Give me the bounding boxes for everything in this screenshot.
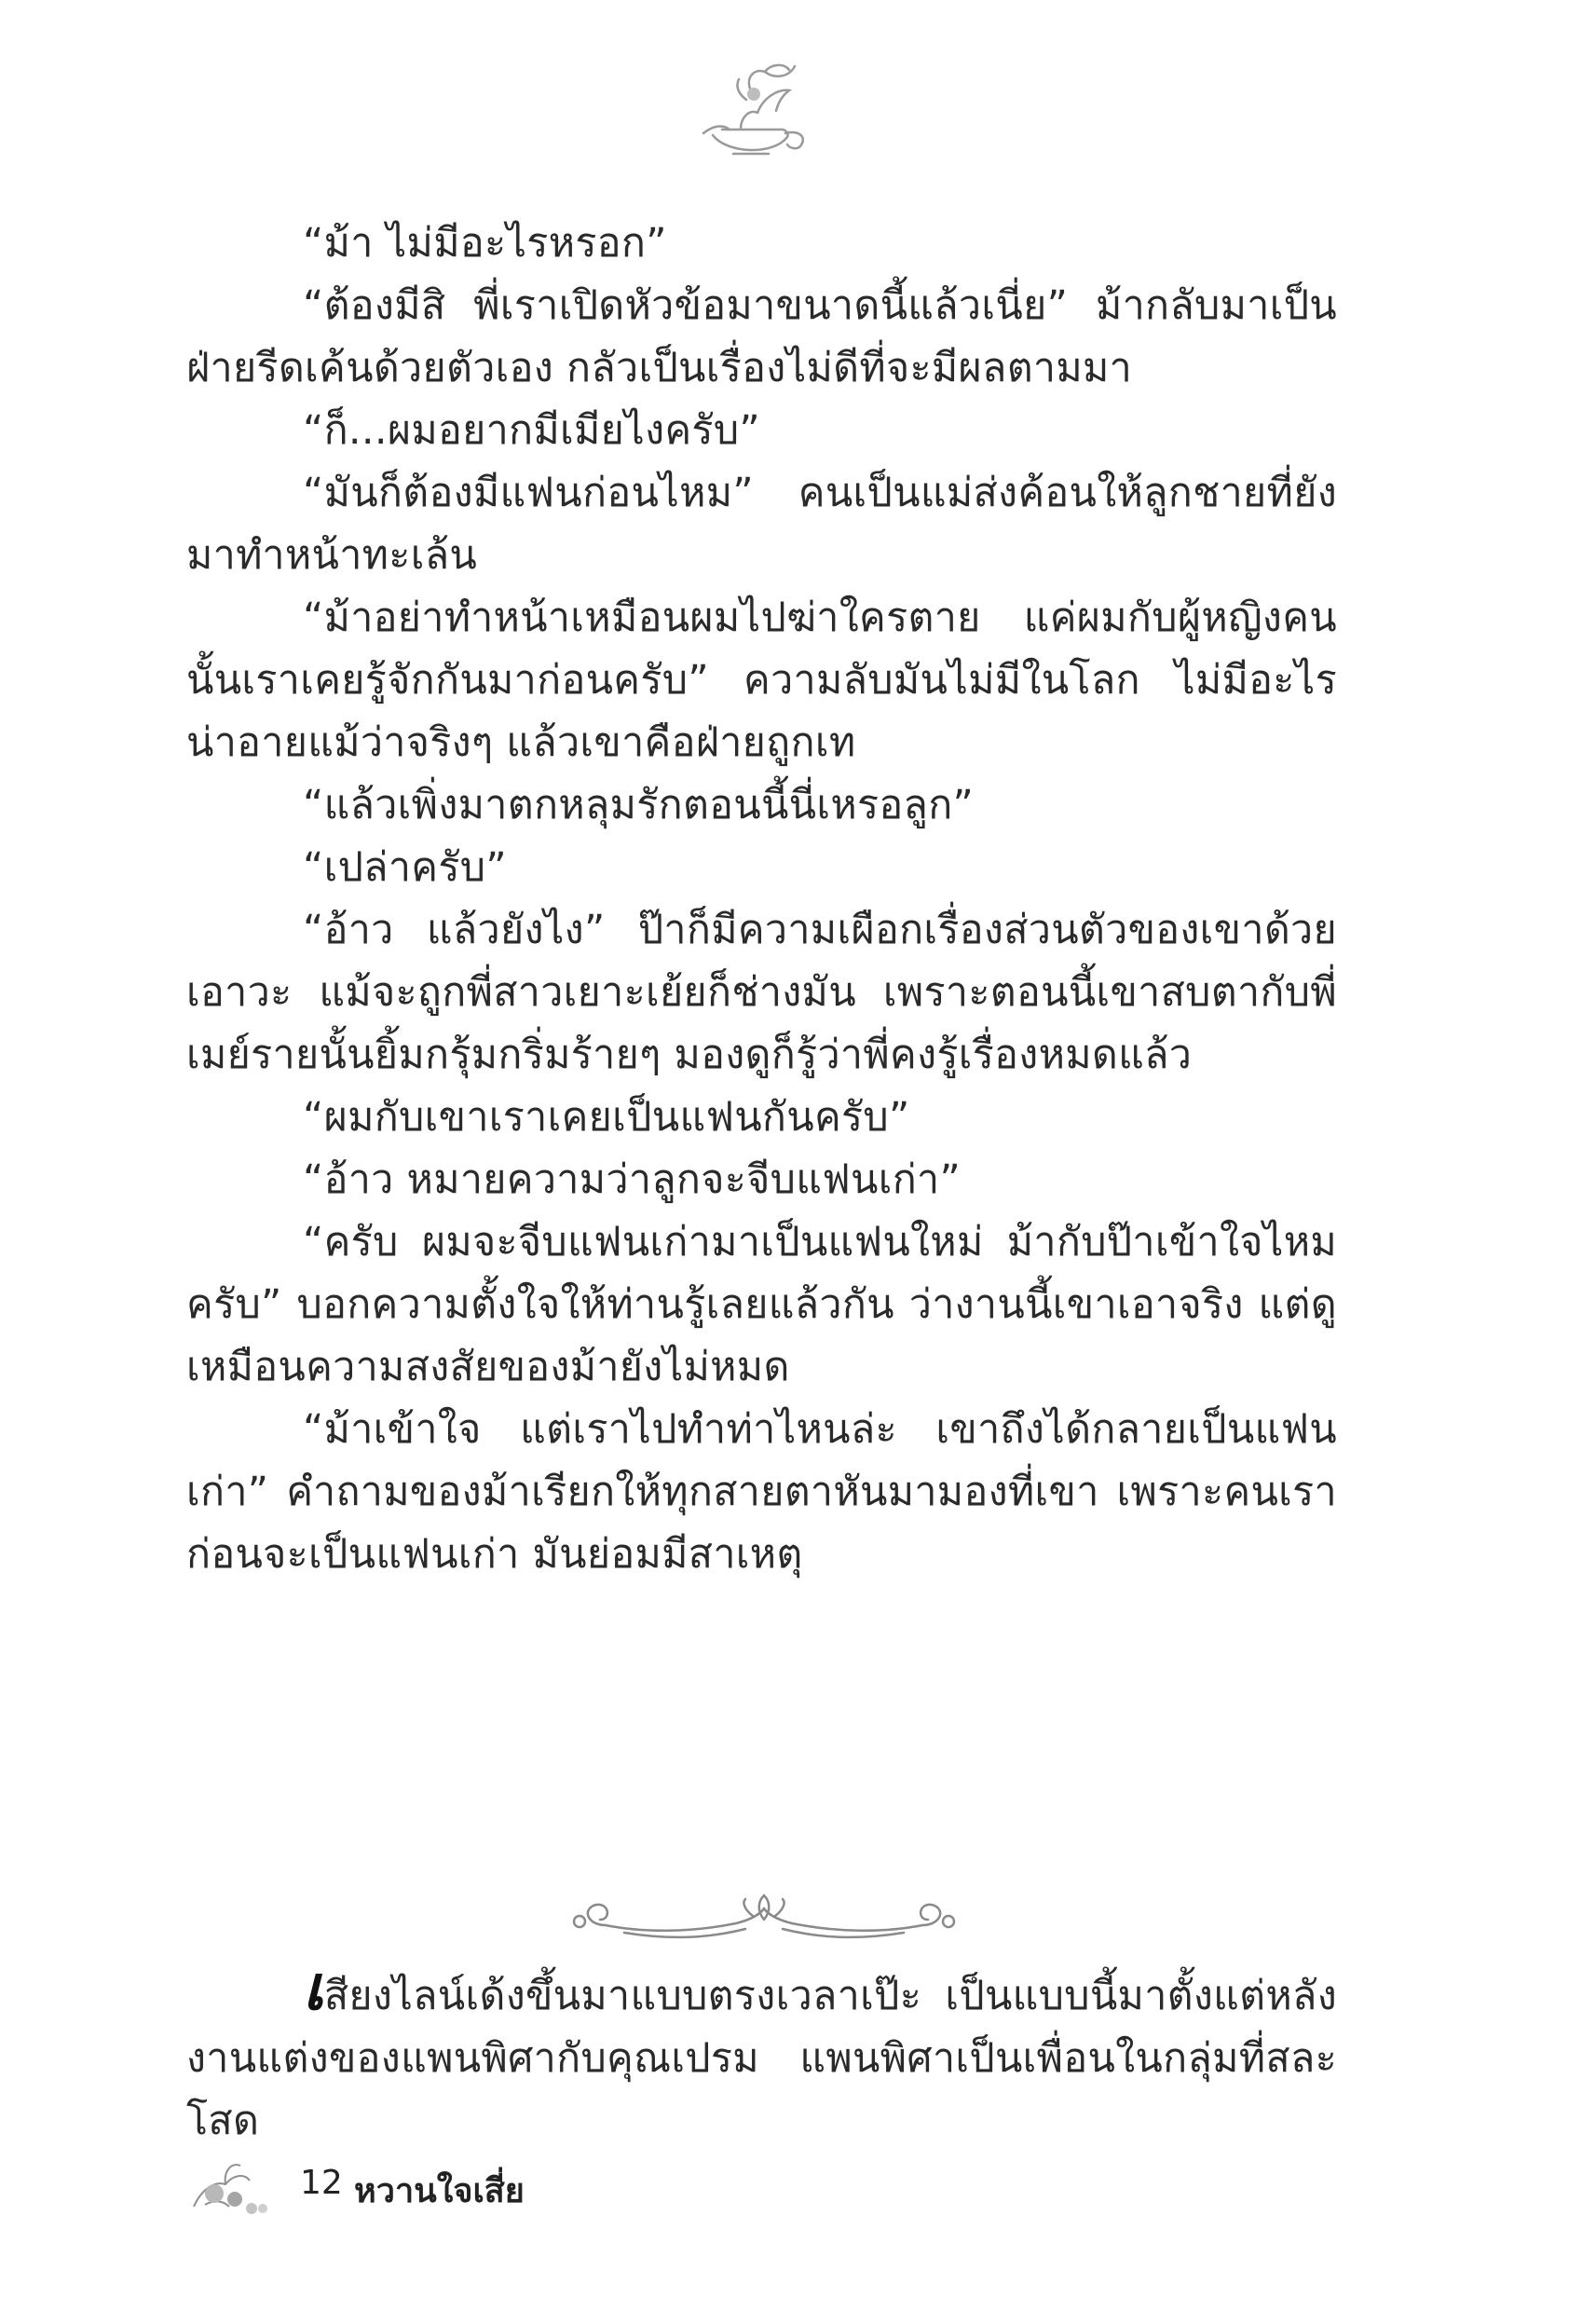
page-number: 12	[300, 2164, 343, 2202]
paragraph: “ก็...ผมอยากมีเมียไงครับ”	[303, 407, 760, 454]
book-title: หวานใจเสี่ย	[354, 2172, 525, 2210]
opening-paragraph	[186, 1951, 1337, 2153]
drop-cap: เ	[303, 1951, 324, 2024]
section-opening	[186, 1951, 1337, 2153]
paragraph: “อ้าว หมายความว่าลูกจะจีบแฟนเก่า”	[303, 1156, 962, 1203]
paragraph: “มันก็ต้องมีแฟนก่อนไหม” คนเป็นแม่ส่งค้อนให้ลูกชายที่ยังมาทำหน้าทะเล้น	[186, 470, 1337, 579]
paragraph: “เปล่าครับ”	[303, 844, 507, 891]
page-footer	[186, 2153, 745, 2218]
paragraph: “ม้า ไม่มีอะไรหรอก”	[303, 220, 667, 267]
paragraph: “ต้องมีสิ พี่เราเปิดหัวข้อมาขนาดนี้แล้วเนี่ย” ม้ากลับมาเป็นฝ่ายรีดเค้นด้วยตัวเอง กลัวเป็นเรื่องไม่ดีที่จะมีผลตามมา	[186, 282, 1337, 391]
paragraph: “ครับ ผมจะจีบแฟนเก่ามาเป็นแฟนใหม่ ม้ากับป๊าเข้าใจไหมครับ” บอกความตั้งใจให้ท่านรู้เลยแล้วกัน ว่างานนี้เขาเอาจริง แต่ดูเหมือนความสงสัยของม้ายังไม่หมด	[186, 1219, 1337, 1390]
paragraph: “ม้าเข้าใจ แต่เราไปทำท่าไหนล่ะ เขาถึงได้กลายเป็นแฟนเก่า” คำถามของม้าเรียกให้ทุกสายตาหันมามองที่เขา เพราะคนเราก่อนจะเป็นแฟนเก่า มันย่อมมีสาเหตุ	[186, 1406, 1337, 1578]
body-text	[186, 212, 1337, 1586]
scroll-flourish-divider-icon	[568, 1892, 960, 1948]
cupid-genie-lamp-icon	[685, 51, 815, 163]
opening-text: สียงไลน์เด้งขึ้นมาแบบตรงเวลาเป๊ะ เป็นแบบนี้มาตั้งแต่หลังงานแต่งของแพนพิศากับคุณเปรม แพนพิศาเป็นเพื่อนในกลุ่มที่สละโสด	[186, 1973, 1337, 2144]
paragraph: “อ้าว แล้วยังไง” ป๊าก็มีความเผือกเรื่องส่วนตัวของเขาด้วยเอาวะ แม้จะถูกพี่สาวเยาะเย้ยก็ช่างมัน เพราะตอนนี้เขาสบตากับพี่เมย์รายนั้นยิ้มกรุ้มกริ่มร้ายๆ มองดูก็รู้ว่าพี่คงรู้เรื่องหมดแล้ว	[186, 907, 1337, 1078]
cupid-flower-icon	[186, 2153, 275, 2218]
paragraph: “ม้าอย่าทำหน้าเหมือนผมไปฆ่าใครตาย แค่ผมกับผู้หญิงคนนั้นเราเคยรู้จักกันมาก่อนครับ” ความลับมันไม่มีในโลก ไม่มีอะไรน่าอายแม้ว่าจริงๆ แล้วเขาคือฝ่ายถูกเท	[186, 595, 1337, 766]
paragraph: “แล้วเพิ่งมาตกหลุมรักตอนนี้นี่เหรอลูก”	[303, 782, 975, 828]
paragraph: “ผมกับเขาเราเคยเป็นแฟนกันครับ”	[303, 1094, 910, 1141]
